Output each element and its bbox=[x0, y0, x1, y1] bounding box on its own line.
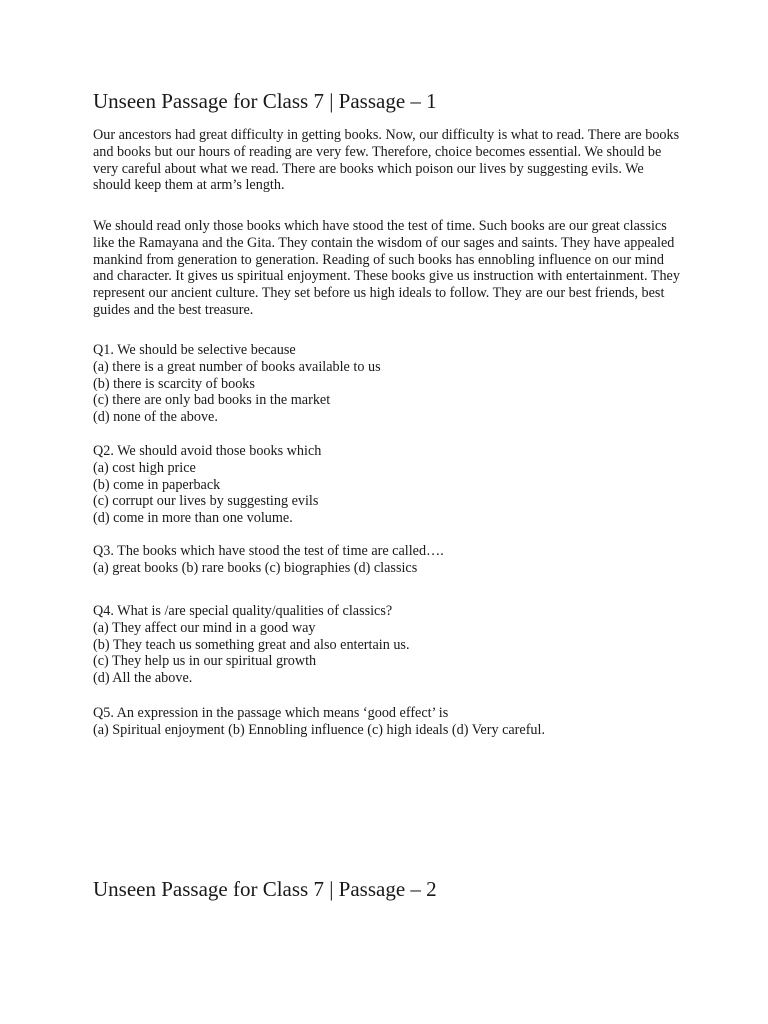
question-2-option-a: (a) cost high price bbox=[93, 459, 196, 476]
question-4-option-a: (a) They affect our mind in a good way bbox=[93, 619, 316, 636]
passage-1-title: Unseen Passage for Class 7 | Passage – 1 bbox=[93, 89, 437, 113]
question-5 bbox=[93, 705, 683, 739]
question-3-options: (a) great books (b) rare books (c) biographies (d) classics bbox=[93, 559, 418, 576]
question-3 bbox=[93, 543, 683, 577]
question-4-text: Q4. What is /are special quality/qualities of classics? bbox=[93, 603, 393, 619]
passage-1-paragraph-2: We should read only those books which have stood the test of time. Such books are our great classics like the Ramayana and the Gita. They contain the wisdom of our sages and saints. They have appealed mankind from generation to generation. Reading of such books has ennobling influence on our mind and character. It gives us spiritual enjoyment. These books give us instruction with entertainment. They represent our ancient culture. They set before us high ideals to follow. They are our best friends, best guides and the best treasure. bbox=[93, 218, 680, 318]
question-1-option-a: (a) there is a great number of books available to us bbox=[93, 358, 381, 375]
question-5-options: (a) Spiritual enjoyment (b) Ennobling influence (c) high ideals (d) Very careful. bbox=[93, 721, 546, 738]
question-2-option-d: (d) come in more than one volume. bbox=[93, 510, 293, 527]
question-4-option-b: (b) They teach us something great and also entertain us. bbox=[93, 636, 410, 653]
question-2-text: Q2. We should avoid those books which bbox=[93, 443, 322, 459]
question-4 bbox=[93, 603, 683, 687]
question-5-text: Q5. An expression in the passage which means ‘good effect’ is bbox=[93, 705, 449, 721]
question-1-option-b: (b) there is scarcity of books bbox=[93, 375, 255, 392]
question-4-option-d: (d) All the above. bbox=[93, 670, 193, 687]
question-2 bbox=[93, 443, 683, 527]
question-3-text: Q3. The books which have stood the test of time are called…. bbox=[93, 543, 444, 559]
question-2-option-b: (b) come in paperback bbox=[93, 476, 221, 493]
passage-2-title: Unseen Passage for Class 7 | Passage – 2 bbox=[93, 877, 437, 901]
passage-1-paragraph-1: Our ancestors had great difficulty in getting books. Now, our difficulty is what to read. There are books and books but our hours of reading are very few. Therefore, choice becomes essential. We should be very careful about what we read. There are books which poison our lives by suggesting evils. We should keep them at arm’s length. bbox=[93, 127, 680, 194]
question-1-option-d: (d) none of the above. bbox=[93, 409, 218, 426]
question-1-text: Q1. We should be selective because bbox=[93, 342, 296, 358]
question-1-option-c: (c) there are only bad books in the market bbox=[93, 392, 331, 409]
question-1 bbox=[93, 342, 683, 426]
question-4-option-c: (c) They help us in our spiritual growth bbox=[93, 653, 317, 670]
question-2-option-c: (c) corrupt our lives by suggesting evils bbox=[93, 493, 319, 510]
